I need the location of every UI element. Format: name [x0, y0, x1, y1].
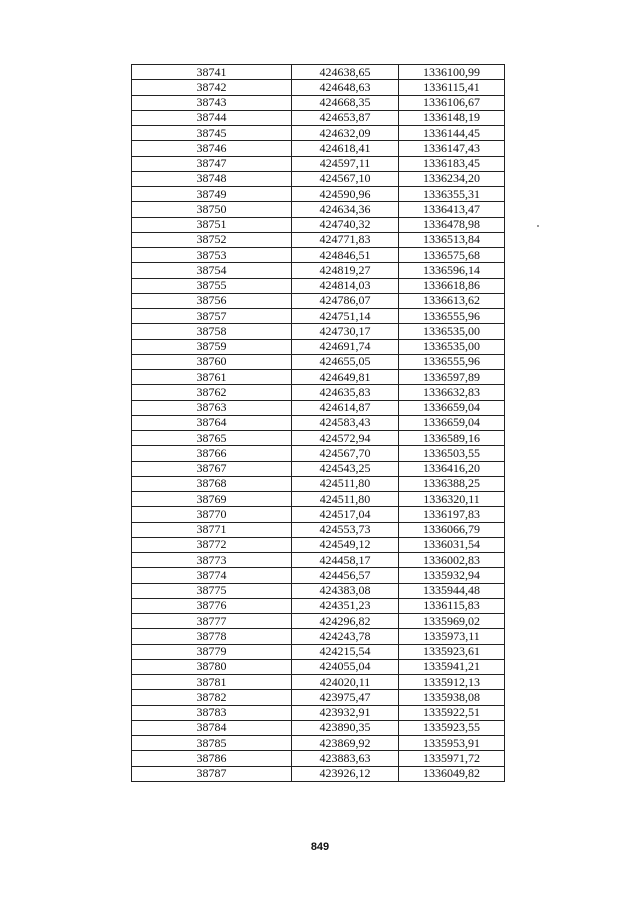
y-coordinate-cell: 1336049,82 — [399, 766, 505, 781]
point-number-cell: 38742 — [132, 80, 292, 95]
table-row — [132, 583, 505, 598]
table-row — [132, 202, 505, 217]
y-coordinate-cell: 1336183,45 — [399, 156, 505, 171]
table-row — [132, 431, 505, 446]
table-row — [132, 751, 505, 766]
point-number-cell: 38749 — [132, 187, 292, 202]
table-row — [132, 446, 505, 461]
table-row — [132, 690, 505, 705]
x-coordinate-cell: 424549,12 — [292, 537, 399, 552]
point-number-cell: 38747 — [132, 156, 292, 171]
point-number-cell: 38771 — [132, 522, 292, 537]
y-coordinate-cell: 1336596,14 — [399, 263, 505, 278]
table-row — [132, 553, 505, 568]
table-row — [132, 324, 505, 339]
y-coordinate-cell: 1336144,45 — [399, 126, 505, 141]
x-coordinate-cell: 424351,23 — [292, 598, 399, 613]
x-coordinate-cell: 424567,10 — [292, 171, 399, 186]
x-coordinate-cell: 423926,12 — [292, 766, 399, 781]
x-coordinate-cell: 424846,51 — [292, 248, 399, 263]
y-coordinate-cell: 1335912,13 — [399, 675, 505, 690]
x-coordinate-cell: 424786,07 — [292, 293, 399, 308]
x-coordinate-cell: 424730,17 — [292, 324, 399, 339]
point-number-cell: 38751 — [132, 217, 292, 232]
y-coordinate-cell: 1336115,41 — [399, 80, 505, 95]
x-coordinate-cell: 424634,36 — [292, 202, 399, 217]
table-row — [132, 598, 505, 613]
scan-speck — [537, 225, 539, 227]
point-number-cell: 38770 — [132, 507, 292, 522]
table-row — [132, 415, 505, 430]
y-coordinate-cell: 1335971,72 — [399, 751, 505, 766]
x-coordinate-cell: 424691,74 — [292, 339, 399, 354]
point-number-cell: 38765 — [132, 431, 292, 446]
table-row — [132, 400, 505, 415]
y-coordinate-cell: 1336106,67 — [399, 95, 505, 110]
table-row — [132, 126, 505, 141]
x-coordinate-cell: 424458,17 — [292, 553, 399, 568]
point-number-cell: 38775 — [132, 583, 292, 598]
table-row — [132, 476, 505, 491]
y-coordinate-cell: 1336147,43 — [399, 141, 505, 156]
point-number-cell: 38785 — [132, 736, 292, 751]
table-row — [132, 339, 505, 354]
y-coordinate-cell: 1336632,83 — [399, 385, 505, 400]
x-coordinate-cell: 424511,80 — [292, 476, 399, 491]
point-number-cell: 38779 — [132, 644, 292, 659]
x-coordinate-cell: 424543,25 — [292, 461, 399, 476]
point-number-cell: 38781 — [132, 675, 292, 690]
x-coordinate-cell: 424668,35 — [292, 95, 399, 110]
y-coordinate-cell: 1335973,11 — [399, 629, 505, 644]
point-number-cell: 38762 — [132, 385, 292, 400]
table-row — [132, 309, 505, 324]
x-coordinate-cell: 423883,63 — [292, 751, 399, 766]
table-row — [132, 263, 505, 278]
x-coordinate-cell: 424296,82 — [292, 614, 399, 629]
point-number-cell: 38782 — [132, 690, 292, 705]
x-coordinate-cell: 424771,83 — [292, 232, 399, 247]
x-coordinate-cell: 424814,03 — [292, 278, 399, 293]
table-row — [132, 385, 505, 400]
y-coordinate-cell: 1336066,79 — [399, 522, 505, 537]
table-row — [132, 95, 505, 110]
x-coordinate-cell: 424055,04 — [292, 659, 399, 674]
point-number-cell: 38763 — [132, 400, 292, 415]
x-coordinate-cell: 424215,54 — [292, 644, 399, 659]
table-row — [132, 614, 505, 629]
point-number-cell: 38760 — [132, 354, 292, 369]
x-coordinate-cell: 424614,87 — [292, 400, 399, 415]
point-number-cell: 38752 — [132, 232, 292, 247]
x-coordinate-cell: 424020,11 — [292, 675, 399, 690]
y-coordinate-cell: 1336416,20 — [399, 461, 505, 476]
y-coordinate-cell: 1336320,11 — [399, 492, 505, 507]
y-coordinate-cell: 1335922,51 — [399, 705, 505, 720]
table-row — [132, 232, 505, 247]
y-coordinate-cell: 1336555,96 — [399, 354, 505, 369]
x-coordinate-cell: 424653,87 — [292, 110, 399, 125]
point-number-cell: 38784 — [132, 720, 292, 735]
coordinates-table-container — [131, 64, 504, 782]
x-coordinate-cell: 424648,63 — [292, 80, 399, 95]
point-number-cell: 38758 — [132, 324, 292, 339]
point-number-cell: 38748 — [132, 171, 292, 186]
x-coordinate-cell: 424638,65 — [292, 65, 399, 80]
y-coordinate-cell: 1336148,19 — [399, 110, 505, 125]
page-number: 849 — [310, 841, 330, 853]
x-coordinate-cell: 423975,47 — [292, 690, 399, 705]
table-row — [132, 720, 505, 735]
x-coordinate-cell: 424740,32 — [292, 217, 399, 232]
x-coordinate-cell: 424511,80 — [292, 492, 399, 507]
point-number-cell: 38786 — [132, 751, 292, 766]
y-coordinate-cell: 1335941,21 — [399, 659, 505, 674]
x-coordinate-cell: 424618,41 — [292, 141, 399, 156]
table-row — [132, 644, 505, 659]
y-coordinate-cell: 1336115,83 — [399, 598, 505, 613]
point-number-cell: 38769 — [132, 492, 292, 507]
table-row — [132, 110, 505, 125]
table-row — [132, 537, 505, 552]
point-number-cell: 38756 — [132, 293, 292, 308]
point-number-cell: 38744 — [132, 110, 292, 125]
y-coordinate-cell: 1336478,98 — [399, 217, 505, 232]
coordinates-table-body — [132, 65, 505, 782]
table-row — [132, 705, 505, 720]
y-coordinate-cell: 1336513,84 — [399, 232, 505, 247]
y-coordinate-cell: 1336197,83 — [399, 507, 505, 522]
y-coordinate-cell: 1335923,55 — [399, 720, 505, 735]
table-row — [132, 736, 505, 751]
table-row — [132, 354, 505, 369]
x-coordinate-cell: 424243,78 — [292, 629, 399, 644]
x-coordinate-cell: 424553,73 — [292, 522, 399, 537]
x-coordinate-cell: 424583,43 — [292, 415, 399, 430]
x-coordinate-cell: 424567,70 — [292, 446, 399, 461]
table-row — [132, 65, 505, 80]
point-number-cell: 38741 — [132, 65, 292, 80]
table-row — [132, 156, 505, 171]
coordinates-table — [131, 64, 505, 782]
y-coordinate-cell: 1336413,47 — [399, 202, 505, 217]
y-coordinate-cell: 1336618,86 — [399, 278, 505, 293]
point-number-cell: 38774 — [132, 568, 292, 583]
y-coordinate-cell: 1335932,94 — [399, 568, 505, 583]
table-row — [132, 80, 505, 95]
point-number-cell: 38778 — [132, 629, 292, 644]
point-number-cell: 38787 — [132, 766, 292, 781]
table-row — [132, 629, 505, 644]
table-row — [132, 492, 505, 507]
table-row — [132, 141, 505, 156]
y-coordinate-cell: 1336659,04 — [399, 400, 505, 415]
point-number-cell: 38780 — [132, 659, 292, 674]
y-coordinate-cell: 1335953,91 — [399, 736, 505, 751]
y-coordinate-cell: 1336100,99 — [399, 65, 505, 80]
point-number-cell: 38764 — [132, 415, 292, 430]
point-number-cell: 38757 — [132, 309, 292, 324]
point-number-cell: 38772 — [132, 537, 292, 552]
table-row — [132, 522, 505, 537]
point-number-cell: 38767 — [132, 461, 292, 476]
x-coordinate-cell: 424590,96 — [292, 187, 399, 202]
y-coordinate-cell: 1336597,89 — [399, 370, 505, 385]
y-coordinate-cell: 1336002,83 — [399, 553, 505, 568]
table-row — [132, 659, 505, 674]
y-coordinate-cell: 1336535,00 — [399, 339, 505, 354]
point-number-cell: 38777 — [132, 614, 292, 629]
y-coordinate-cell: 1336031,54 — [399, 537, 505, 552]
x-coordinate-cell: 424383,08 — [292, 583, 399, 598]
y-coordinate-cell: 1336355,31 — [399, 187, 505, 202]
point-number-cell: 38759 — [132, 339, 292, 354]
point-number-cell: 38753 — [132, 248, 292, 263]
point-number-cell: 38754 — [132, 263, 292, 278]
table-row — [132, 675, 505, 690]
table-row — [132, 766, 505, 781]
table-row — [132, 217, 505, 232]
y-coordinate-cell: 1336659,04 — [399, 415, 505, 430]
point-number-cell: 38761 — [132, 370, 292, 385]
table-row — [132, 507, 505, 522]
y-coordinate-cell: 1336234,20 — [399, 171, 505, 186]
point-number-cell: 38776 — [132, 598, 292, 613]
table-row — [132, 461, 505, 476]
table-row — [132, 278, 505, 293]
y-coordinate-cell: 1336613,62 — [399, 293, 505, 308]
x-coordinate-cell: 423890,35 — [292, 720, 399, 735]
y-coordinate-cell: 1336503,55 — [399, 446, 505, 461]
x-coordinate-cell: 423932,91 — [292, 705, 399, 720]
x-coordinate-cell: 424632,09 — [292, 126, 399, 141]
x-coordinate-cell: 424517,04 — [292, 507, 399, 522]
table-row — [132, 248, 505, 263]
x-coordinate-cell: 424649,81 — [292, 370, 399, 385]
point-number-cell: 38743 — [132, 95, 292, 110]
x-coordinate-cell: 424572,94 — [292, 431, 399, 446]
y-coordinate-cell: 1336575,68 — [399, 248, 505, 263]
x-coordinate-cell: 424635,83 — [292, 385, 399, 400]
y-coordinate-cell: 1336555,96 — [399, 309, 505, 324]
x-coordinate-cell: 424751,14 — [292, 309, 399, 324]
x-coordinate-cell: 424819,27 — [292, 263, 399, 278]
table-row — [132, 568, 505, 583]
x-coordinate-cell: 424655,05 — [292, 354, 399, 369]
x-coordinate-cell: 424597,11 — [292, 156, 399, 171]
y-coordinate-cell: 1336589,16 — [399, 431, 505, 446]
table-row — [132, 370, 505, 385]
point-number-cell: 38750 — [132, 202, 292, 217]
x-coordinate-cell: 424456,57 — [292, 568, 399, 583]
table-row — [132, 171, 505, 186]
point-number-cell: 38768 — [132, 476, 292, 491]
point-number-cell: 38783 — [132, 705, 292, 720]
point-number-cell: 38755 — [132, 278, 292, 293]
table-row — [132, 293, 505, 308]
table-row — [132, 187, 505, 202]
point-number-cell: 38745 — [132, 126, 292, 141]
point-number-cell: 38766 — [132, 446, 292, 461]
point-number-cell: 38746 — [132, 141, 292, 156]
y-coordinate-cell: 1335938,08 — [399, 690, 505, 705]
y-coordinate-cell: 1336388,25 — [399, 476, 505, 491]
y-coordinate-cell: 1336535,00 — [399, 324, 505, 339]
y-coordinate-cell: 1335969,02 — [399, 614, 505, 629]
point-number-cell: 38773 — [132, 553, 292, 568]
x-coordinate-cell: 423869,92 — [292, 736, 399, 751]
y-coordinate-cell: 1335944,48 — [399, 583, 505, 598]
y-coordinate-cell: 1335923,61 — [399, 644, 505, 659]
